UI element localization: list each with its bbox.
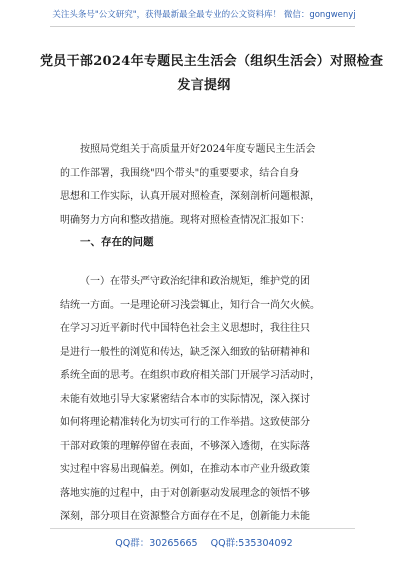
header-banner: 关注头条号"公文研究"，获得最新最全最专业的公文资料库！ 微信：gongwenyj [52,10,356,20]
text-line: 如何将理论精准转化为切实可行的工作举措。这致使部分 [60,417,310,428]
title-line: 党员干部2024年专题民主生活会（组织生活会）对照检查 [40,54,384,69]
document-title [40,50,384,98]
text-line: 干部对政策的理解停留在表面，不够深入透彻，在实际落 [60,440,310,452]
section-heading: 一、存在的问题 [80,236,154,248]
footer-qq-group-1: QQ群：30265665 [115,538,198,549]
body-paragraph [60,270,350,529]
text-line: 按照局党组关于高质量开好2024年度专题民主生活会 [80,144,316,155]
text-line: 思想和工作实际，认真开展对照检查，深刻剖析问题根源， [60,191,320,202]
text-line: 未能有效地引导大家紧密结合本市的实际情况，深入探讨 [60,393,310,405]
title-line: 发言提纲 [177,78,231,93]
text-line: 的工作部署，我围绕"四个带头"的重要要求，结合自身 [60,167,300,179]
text-line: 深刻，部分项目在资源整合方面存在不足，创新能力未能 [60,511,310,522]
text-line: 系统全面的思考。在组织市政府相关部门开展学习活动时， [60,370,320,381]
text-line: 落地实施的过程中，由于对创新驱动发展理念的领悟不够 [60,487,310,499]
header-divider [50,26,355,27]
text-line: 是进行一般性的浏览和传达，缺乏深入细致的钻研精神和 [60,346,310,358]
footer-qq-group-2: QQ群:535304092 [210,538,293,549]
footer-divider [50,528,355,529]
intro-paragraph [60,138,350,232]
text-line: 明确努力方向和整改措施。现将对照检查情况汇报如下： [60,214,310,226]
footer [0,535,408,549]
text-line: 在学习习近平新时代中国特色社会主义思想时，我往往只 [60,323,310,334]
text-line: （一）在带头严守政治纪律和政治规矩，维护党的团 [80,276,310,287]
text-line: 结统一方面。一是理论研习浅尝辄止，知行合一尚欠火候。 [60,299,320,311]
text-line: 实过程中容易出现偏差。例如，在推动本市产业升级政策 [60,464,310,475]
